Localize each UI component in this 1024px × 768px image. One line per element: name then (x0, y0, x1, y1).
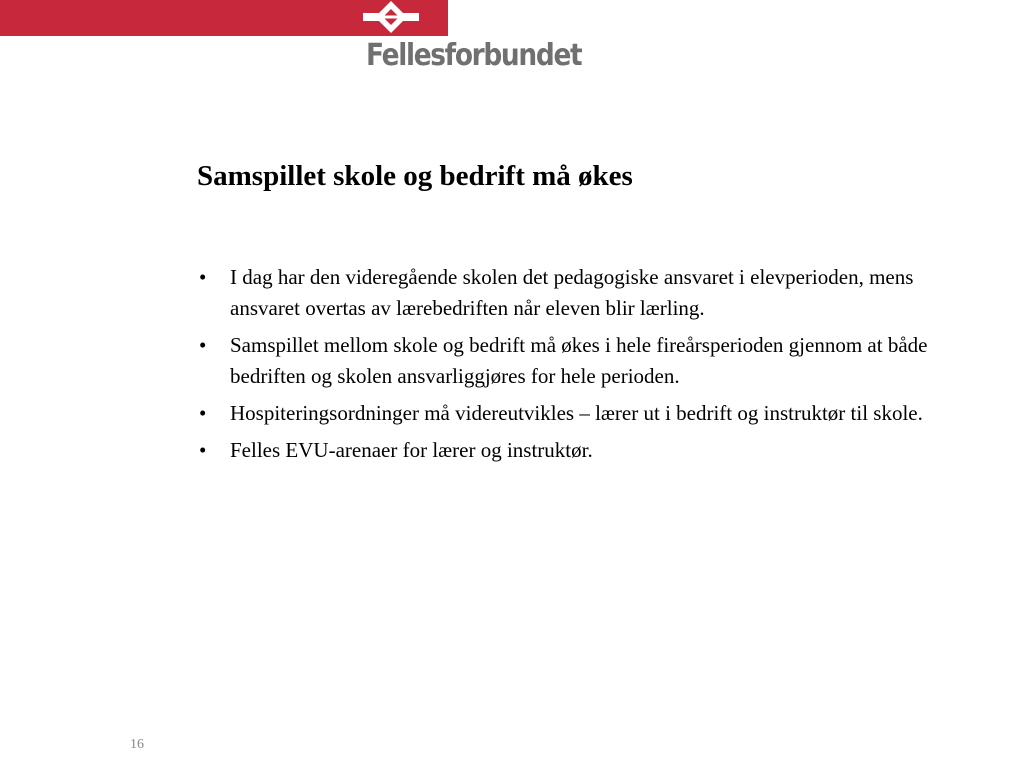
bullet-item (197, 262, 957, 324)
bullet-dot: • (199, 401, 207, 425)
bullet-item (197, 330, 957, 392)
bullet-item (197, 435, 957, 466)
bullet-dot: • (199, 265, 207, 289)
slide-title: Samspillet skole og bedrift må økes (197, 160, 633, 192)
brand-name: Fellesforbundet (366, 38, 582, 73)
bullet-text: I dag har den videregående skolen det pedagogiske ansvaret i elevperioden, mens ansvaret overtas av lærebedriften når eleven blir lærling. (230, 265, 914, 320)
bullet-list (197, 262, 957, 472)
bullet-item (197, 398, 957, 429)
bullet-text: Hospiteringsordninger må videreutvikles – lærer ut i bedrift og instruktør til skole. (230, 401, 923, 425)
fellesforbundet-logo-icon (363, 0, 419, 36)
bullet-text: Samspillet mellom skole og bedrift må økes i hele fireårsperioden gjennom at både bedriften og skolen ansvarliggjøres for hele perioden. (230, 333, 928, 388)
bullet-dot: • (199, 333, 207, 357)
bullet-text: Felles EVU-arenaer for lærer og instruktør. (230, 438, 593, 462)
page-number: 16 (130, 737, 144, 752)
bullet-dot: • (199, 438, 207, 462)
